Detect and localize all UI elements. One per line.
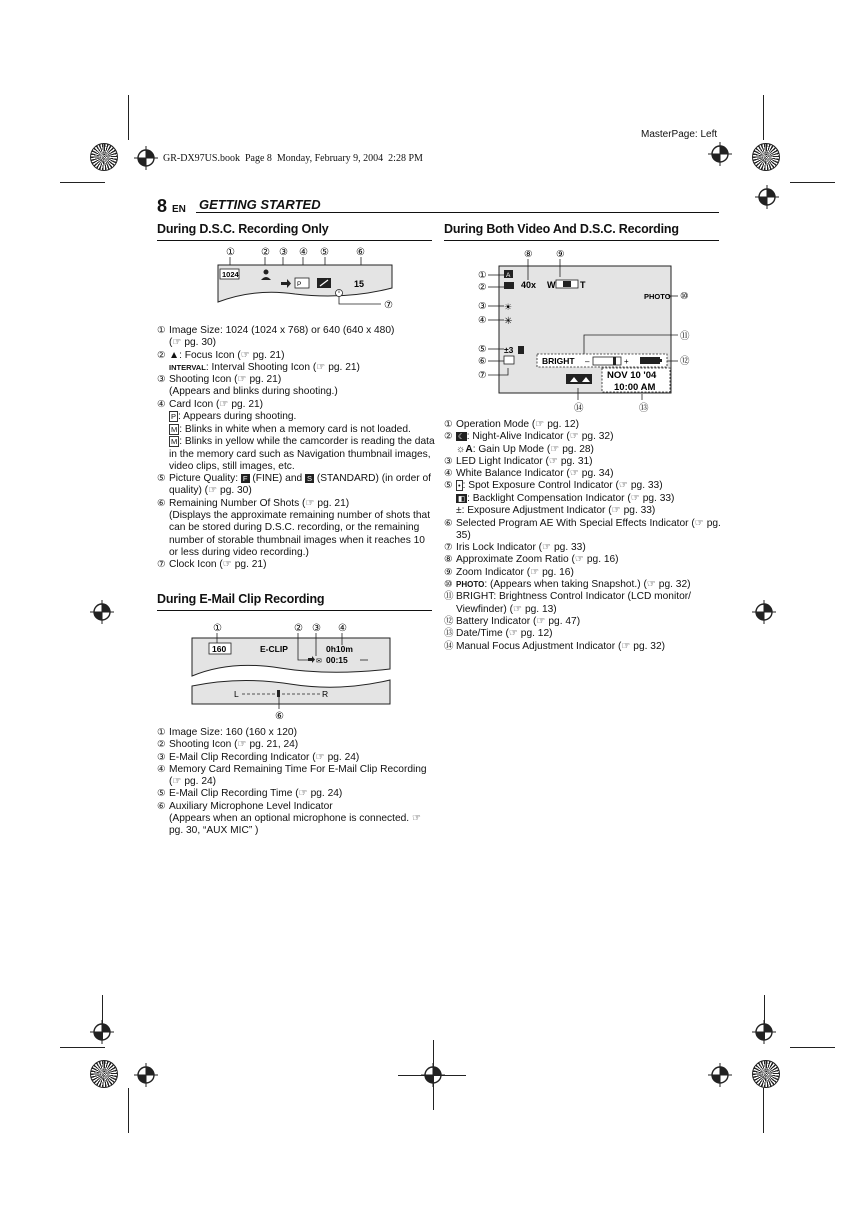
exposure-indicator: ±3 (504, 345, 514, 355)
list-item: ⑫ Battery Indicator (☞ pg. 47) (444, 615, 581, 627)
callout: ⑫ (680, 356, 690, 367)
card-shooting-icon: P (171, 412, 177, 422)
dsc-title-rule (157, 240, 432, 241)
list-item: ① Image Size: 1024 (1024 x 768) or 640 (640 x 480) (☞ pg. 30) (157, 325, 395, 349)
list-item: ⑥ Remaining Number Of Shots (☞ pg. 21) (Displays the approximate remaining number of shots that can be stored during D.S.C. recording, or the remaining number of storable thumbnail images when it reaches 10 or less during video recording.) (157, 497, 431, 558)
registration-mark-icon (90, 600, 114, 624)
book-info: GR-DX97US.book Page 8 Monday, February 9, 2004 2:28 PM (163, 153, 423, 164)
svg-text:P: P (297, 281, 302, 288)
callout: ⑥ (356, 247, 365, 258)
page-number: 8 (157, 196, 168, 216)
svg-text:–: – (585, 357, 590, 366)
registration-mark-icon (708, 142, 732, 166)
iris-lock-icon (518, 346, 524, 354)
photo-icon: PHOTO (456, 580, 485, 590)
list-item: ③ LED Light Indicator (☞ pg. 31) (444, 455, 593, 467)
focus-icon: ▲ (169, 349, 180, 361)
email-title-rule (157, 610, 432, 611)
list-item: ① Image Size: 160 (160 x 120) (157, 727, 297, 738)
card-white-icon: M (171, 424, 178, 434)
color-bar-icon (90, 1060, 118, 1088)
fine-quality-icon: F (242, 473, 248, 483)
svg-text:+: + (624, 357, 629, 366)
level-left: L (234, 689, 239, 699)
registration-mark-icon (755, 185, 779, 209)
list-item: ⑥ Auxiliary Microphone Level Indicator (Appears when an optional microphone is connected. ☞ pg. 30, “AUX MIC” ) (157, 800, 422, 837)
callout: ⑧ (524, 249, 533, 260)
callout: ① (478, 270, 487, 281)
level-right: R (322, 689, 329, 699)
night-alive-icon: ☾ (458, 432, 465, 442)
header-rule (196, 212, 719, 213)
callout: ⑨ (556, 249, 565, 260)
remaining-shots: 15 (354, 279, 365, 289)
program-ae-icon (504, 356, 514, 364)
email-list (157, 727, 435, 838)
list-item: ④ Card Icon (☞ pg. 21) P : Appears during shooting. M : Blinks in white when a memory card is not loaded. M : Blinks in yellow while the camcorder is reading the data in the memory card such as Navigation thumbnail images, video clips, still images, etc. (157, 398, 435, 472)
spot-exposure-icon: • (458, 481, 461, 491)
callout: ② (294, 623, 303, 634)
list-item: ⑦ Iris Lock Indicator (☞ pg. 33) (444, 542, 586, 554)
bright-bar-icon (593, 357, 621, 365)
both-title-rule (444, 240, 719, 241)
list-item: ⑩ PHOTO: (Appears when taking Snapshot.) (☞ pg. 32) (444, 579, 691, 591)
list-item: ⑨ Zoom Indicator (☞ pg. 16) (444, 566, 574, 578)
registration-mark-icon (134, 146, 158, 170)
gain-up-icon: ☼A (456, 443, 473, 455)
registration-mark-icon (752, 600, 776, 624)
zoom-t: T (580, 280, 586, 290)
list-item: ② ▲: Focus Icon (☞ pg. 21) INTERVAL: Interval Shooting Icon (☞ pg. 21) (157, 349, 360, 373)
manual-focus-icon (566, 374, 592, 384)
led-light-icon: ☀ (504, 302, 513, 312)
list-item: ④ Memory Card Remaining Time For E-Mail Clip Recording (☞ pg. 24) (157, 763, 427, 788)
callout: ⑭ (574, 403, 584, 414)
email-mode: E-CLIP (260, 644, 288, 654)
list-item: ⑤ • : Spot Exposure Control Indicator (☞ pg. 33) ◧ : Backlight Compensation Indicator (☞ pg. 33) ±: Exposure Adjustment Indicator (☞ pg. 33) (444, 480, 675, 517)
zoom-w: W (547, 280, 556, 290)
email-image-size: 160 (212, 644, 227, 654)
registration-mark-icon (134, 1063, 158, 1087)
registration-mark-icon (752, 1020, 776, 1044)
callout: ⑥ (275, 711, 284, 722)
list-item: ⑥ Selected Program AE With Special Effects Indicator (☞ pg. 35) (444, 517, 721, 541)
list-item: ⑤ E-Mail Clip Recording Time (☞ pg. 24) (157, 788, 343, 800)
backlight-icon: ◧ (458, 493, 466, 503)
card-yellow-icon: M (171, 437, 178, 447)
battery-icon (640, 357, 660, 364)
list-item: ⑭ Manual Focus Adjustment Indicator (☞ pg. 32) (444, 640, 666, 652)
both-list (444, 419, 722, 653)
callout: ② (478, 282, 487, 293)
email-title: During E-Mail Clip Recording (157, 592, 325, 606)
dsc-list (157, 325, 435, 572)
color-bar-icon (752, 1060, 780, 1088)
night-alive-icon (504, 282, 514, 289)
image-size-label: 1024 (222, 270, 239, 279)
time-display: 10:00 AM (614, 382, 656, 393)
callout: ① (226, 247, 235, 258)
callout: ① (213, 623, 222, 634)
color-bar-icon (90, 143, 118, 171)
list-item: ③ E-Mail Clip Recording Indicator (☞ pg. 24) (157, 751, 360, 763)
callout: ⑦ (478, 370, 487, 381)
callout: ⑤ (478, 344, 487, 355)
email-rec-time: 00:15 (326, 655, 348, 665)
master-page-label: MasterPage: Left (641, 129, 718, 140)
interval-icon: INTERVAL (169, 362, 206, 372)
dsc-title: During D.S.C. Recording Only (157, 222, 329, 236)
list-item: ① Operation Mode (☞ pg. 12) (444, 419, 579, 430)
callout: ③ (312, 623, 321, 634)
list-item: ⑪ BRIGHT: Brightness Control Indicator (LCD monitor/ Viewfinder) (☞ pg. 13) (444, 591, 691, 615)
list-item: ⑦ Clock Icon (☞ pg. 21) (157, 559, 267, 571)
callout: ⑦ (384, 300, 393, 311)
callout: ⑬ (639, 403, 649, 414)
callout: ③ (478, 301, 487, 312)
standard-quality-icon: S (306, 473, 312, 483)
list-item: ⑤ Picture Quality: F (FINE) and S (STANDARD) (in order of quality) (☞ pg. 30) (157, 473, 431, 497)
color-bar-icon (752, 143, 780, 171)
email-diagram (180, 614, 400, 726)
svg-text:A: A (506, 272, 511, 279)
callout: ⑩ (680, 291, 689, 302)
date-display: NOV 10 '04 (607, 370, 657, 381)
list-item: ④ White Balance Indicator (☞ pg. 34) (444, 468, 614, 480)
registration-mark-icon (90, 1020, 114, 1044)
list-item: ⑧ Approximate Zoom Ratio (☞ pg. 16) (444, 554, 619, 566)
callout: ⑥ (478, 356, 487, 367)
list-item: ⑬ Date/Time (☞ pg. 12) (444, 628, 553, 640)
section-title: GETTING STARTED (199, 197, 321, 212)
callout: ④ (299, 247, 308, 258)
both-title: During Both Video And D.S.C. Recording (444, 222, 679, 236)
callout: ③ (279, 247, 288, 258)
email-remaining-time: 0h10m (326, 644, 353, 654)
photo-indicator: PHOTO (644, 292, 671, 301)
clock-icon (336, 290, 343, 297)
list-item: ② ☾ : Night-Alive Indicator (☞ pg. 32) ☼A: Gain Up Mode (☞ pg. 28) (444, 431, 614, 455)
dsc-diagram (215, 244, 395, 319)
email-rec-indicator-icon: ✉ (316, 658, 322, 665)
list-item: ② Shooting Icon (☞ pg. 21, 24) (157, 739, 299, 751)
callout: ⑪ (680, 331, 690, 342)
callout: ④ (478, 315, 487, 326)
both-diagram (474, 246, 698, 416)
white-balance-icon: ✳ (504, 316, 513, 327)
callout: ④ (338, 623, 347, 634)
bright-label: BRIGHT (542, 356, 575, 366)
callout: ⑤ (320, 247, 329, 258)
zoom-ratio: 40x (521, 280, 537, 290)
callout: ② (261, 247, 270, 258)
registration-mark-icon (708, 1063, 732, 1087)
page-language: EN (172, 204, 186, 215)
list-item: ③ Shooting Icon (☞ pg. 21) (Appears and blinks during shooting.) (157, 374, 338, 398)
